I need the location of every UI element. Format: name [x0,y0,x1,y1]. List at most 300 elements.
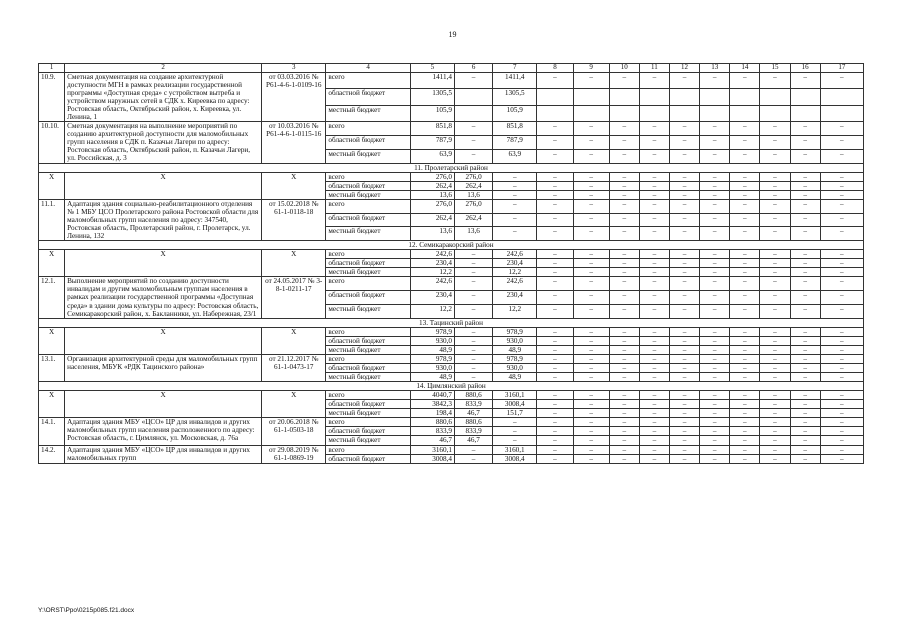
budget-source-label: всего [326,72,410,88]
year-amount-col14: – [730,172,760,181]
year-amount-col11: – [639,72,669,88]
year-amount-col10: – [609,427,639,436]
amount-total: 230,4 [410,291,454,305]
year-amount-col9: – [573,345,609,354]
year-amount-col9: – [573,181,609,190]
year-amount-col8: – [537,199,573,213]
year-amount-col15: – [760,445,790,454]
year-amount-col17: – [820,391,863,400]
x-mark-num: X [39,391,65,418]
year-amount-col15: – [760,327,790,336]
measure-description: Адаптация здания социально-реабилитационного отделения № 1 МБУ ЦСО Пролетарского района Ростовской области для маломобильных групп населения по адресу: 347540, Ростовская область, Пролетарский район, г. Пролетарск, ул. Ленина, 132 [65,199,262,240]
year-amount-col11: – [639,418,669,427]
year-amount-col11: – [639,277,669,291]
x-mark-num: X [39,172,65,199]
budget-source-label: местный бюджет [326,149,410,163]
year-amount-col10: – [609,454,639,463]
amount-col6: – [454,135,492,149]
year-amount-col16: – [790,391,820,400]
year-amount-col11: – [639,445,669,454]
year-amount-col16: – [790,250,820,259]
year-amount-col10: – [609,268,639,277]
amount-col7: 3008,4 [493,400,537,409]
year-amount-col16: – [790,199,820,213]
year-amount-col12: – [669,363,699,372]
budget-source-label: областной бюджет [326,363,410,372]
x-mark-num: X [39,327,65,354]
year-amount-col13: – [700,445,730,454]
year-amount-col12: – [669,122,699,136]
year-amount-col15: – [760,250,790,259]
year-amount-col14: – [730,291,760,305]
year-amount-col17: – [820,199,863,213]
amount-col6: – [454,445,492,454]
year-amount-col15: – [760,199,790,213]
year-amount-col11: – [639,250,669,259]
year-amount-col9: – [573,199,609,213]
year-amount-col11: – [639,213,669,227]
budget-source-label: местный бюджет [326,105,410,121]
amount-col6: 276,0 [454,172,492,181]
year-amount-col15: – [760,336,790,345]
amount-total: 105,9 [410,105,454,121]
budget-source-label: областной бюджет [326,400,410,409]
year-amount-col14: – [730,259,760,268]
year-amount-col9: – [573,427,609,436]
district-section-row [39,318,864,327]
measure-number: 10.10. [39,122,65,163]
year-amount-col10: – [609,400,639,409]
page-number: 19 [448,30,457,39]
year-amount-col12: – [669,304,699,318]
district-total-row [39,327,864,336]
year-amount-col10: – [609,172,639,181]
x-mark-doc: X [262,250,326,277]
budget-source-label: всего [326,418,410,427]
year-amount-col13: – [700,149,730,163]
year-amount-col13: – [700,268,730,277]
year-amount-col17: – [820,327,863,336]
amount-col7: 851,8 [493,122,537,136]
x-mark-desc: X [65,327,262,354]
year-amount-col16: – [790,400,820,409]
year-amount-col11: – [639,227,669,241]
year-amount-col17: – [820,190,863,199]
year-amount-col9: – [573,213,609,227]
year-amount-col14: – [730,354,760,363]
year-amount-col9: – [573,122,609,136]
amount-col7: 242,6 [493,277,537,291]
year-amount-col9 [573,105,609,121]
amount-col7: – [493,181,537,190]
amount-col6: – [454,304,492,318]
amount-total: 851,8 [410,122,454,136]
district-section-row [39,382,864,391]
year-amount-col17: – [820,373,863,382]
year-amount-col15 [760,89,790,105]
budget-source-label: областной бюджет [326,213,410,227]
amount-col6: – [454,373,492,382]
document-reference: от 24.05.2017 № 3-8-1-0211-17 [262,277,326,318]
amount-col7: 3160,1 [493,445,537,454]
year-amount-col14: – [730,345,760,354]
column-number-header: 3 [262,64,326,73]
year-amount-col10: – [609,72,639,88]
year-amount-col17: – [820,291,863,305]
year-amount-col9: – [573,277,609,291]
year-amount-col17: – [820,149,863,163]
column-number-header: 11 [639,64,669,73]
amount-col7: 930,0 [493,363,537,372]
year-amount-col10: – [609,250,639,259]
year-amount-col13: – [700,336,730,345]
amount-total: 198,4 [410,409,454,418]
year-amount-col9: – [573,268,609,277]
year-amount-col17: – [820,445,863,454]
district-section-row [39,163,864,172]
year-amount-col13: – [700,418,730,427]
year-amount-col12: – [669,345,699,354]
year-amount-col13: – [700,363,730,372]
year-amount-col16: – [790,172,820,181]
measure-number: 14.2. [39,445,65,463]
year-amount-col12: – [669,445,699,454]
year-amount-col15: – [760,172,790,181]
district-section-title: 13. Тацинский район [39,318,864,327]
measure-description: Организация архитектурной среды для маломобильных групп населения, МБУК «РДК Тацинского района» [65,354,262,381]
year-amount-col9: – [573,354,609,363]
amount-col7: 105,9 [493,105,537,121]
amount-col6: 833,9 [454,427,492,436]
amount-col6: 880,6 [454,391,492,400]
year-amount-col15: – [760,304,790,318]
year-amount-col12: – [669,259,699,268]
year-amount-col16 [790,89,820,105]
year-amount-col10: – [609,122,639,136]
year-amount-col9: – [573,172,609,181]
year-amount-col13: – [700,72,730,88]
year-amount-col10: – [609,259,639,268]
year-amount-col11: – [639,122,669,136]
year-amount-col15: – [760,291,790,305]
column-number-header: 13 [700,64,730,73]
column-number-row [39,64,864,73]
amount-col6: 46,7 [454,436,492,445]
year-amount-col13: – [700,250,730,259]
measure-description: Выполнение мероприятий по созданию доступности инвалидам и другим маломобильным группам населения в рамках реализации государственной программы «Доступная среда» в здании дома культуры по адресу: Ростовская область, Семикаракорский район, х. Бакланники, ул. Набережная, 23/1 [65,277,262,318]
year-amount-col10: – [609,181,639,190]
budget-source-label: всего [326,327,410,336]
year-amount-col11: – [639,391,669,400]
year-amount-col15: – [760,391,790,400]
year-amount-col15: – [760,418,790,427]
year-amount-col13: – [700,181,730,190]
year-amount-col15: – [760,190,790,199]
year-amount-col17: – [820,268,863,277]
year-amount-col8: – [537,373,573,382]
year-amount-col16: – [790,427,820,436]
year-amount-col15: – [760,268,790,277]
year-amount-col11: – [639,268,669,277]
amount-total: 3842,3 [410,400,454,409]
year-amount-col12: – [669,354,699,363]
year-amount-col8: – [537,291,573,305]
amount-total: 262,4 [410,213,454,227]
year-amount-col14: – [730,181,760,190]
amount-col6: – [454,327,492,336]
amount-total: 1411,4 [410,72,454,88]
amount-col7: 48,9 [493,345,537,354]
year-amount-col13 [700,105,730,121]
year-amount-col15: – [760,72,790,88]
amount-total: 12,2 [410,304,454,318]
year-amount-col8: – [537,304,573,318]
budget-source-label: всего [326,277,410,291]
district-section-title: 12. Семикаракорский район [39,241,864,250]
year-amount-col9: – [573,304,609,318]
amount-col7: 1411,4 [493,72,537,88]
document-reference: от 15.02.2018 № 61-1-0118-18 [262,199,326,240]
year-amount-col16 [790,105,820,121]
year-amount-col8: – [537,345,573,354]
year-amount-col16: – [790,268,820,277]
year-amount-col11: – [639,373,669,382]
column-number-header: 5 [410,64,454,73]
year-amount-col10: – [609,199,639,213]
amount-total: 833,9 [410,427,454,436]
amount-total: 48,9 [410,345,454,354]
year-amount-col8: – [537,181,573,190]
year-amount-col14: – [730,213,760,227]
amount-col6: – [454,354,492,363]
year-amount-col14: – [730,190,760,199]
year-amount-col8: – [537,354,573,363]
year-amount-col10: – [609,277,639,291]
year-amount-col15: – [760,454,790,463]
year-amount-col12: – [669,436,699,445]
year-amount-col17 [820,89,863,105]
year-amount-col12: – [669,149,699,163]
year-amount-col10: – [609,391,639,400]
year-amount-col17: – [820,345,863,354]
year-amount-col12: – [669,409,699,418]
year-amount-col10: – [609,445,639,454]
amount-total: 13,6 [410,227,454,241]
year-amount-col8: – [537,336,573,345]
amount-col7: 63,9 [493,149,537,163]
amount-col6 [454,105,492,121]
year-amount-col12: – [669,268,699,277]
year-amount-col12: – [669,373,699,382]
x-mark-doc: X [262,327,326,354]
year-amount-col12: – [669,400,699,409]
amount-col6: – [454,363,492,372]
year-amount-col15: – [760,277,790,291]
amount-col6: – [454,72,492,88]
year-amount-col11: – [639,409,669,418]
year-amount-col11: – [639,199,669,213]
measure-number: 11.1. [39,199,65,240]
amount-col6: – [454,250,492,259]
year-amount-col14: – [730,391,760,400]
year-amount-col15: – [760,373,790,382]
year-amount-col14: – [730,135,760,149]
year-amount-col17: – [820,336,863,345]
year-amount-col14: – [730,304,760,318]
measure-description: Адаптация здания МБУ «ЦСО» ЦР для инвалидов и других маломобильных групп населения расположенного по адресу: Ростовская область, г. Цимлянск, ул. Московская, д. 76а [65,418,262,445]
year-amount-col17: – [820,259,863,268]
amount-total: 787,9 [410,135,454,149]
year-amount-col12: – [669,72,699,88]
year-amount-col12: – [669,172,699,181]
amount-total: 4040,7 [410,391,454,400]
year-amount-col11: – [639,336,669,345]
year-amount-col16: – [790,304,820,318]
year-amount-col9: – [573,149,609,163]
year-amount-col8: – [537,259,573,268]
year-amount-col11: – [639,291,669,305]
x-mark-doc: X [262,391,326,418]
year-amount-col12: – [669,391,699,400]
year-amount-col11: – [639,354,669,363]
budget-source-label: всего [326,122,410,136]
year-amount-col17: – [820,250,863,259]
year-amount-col9: – [573,336,609,345]
column-number-header: 17 [820,64,863,73]
amount-total: 276,0 [410,199,454,213]
amount-col7: 12,2 [493,304,537,318]
year-amount-col14: – [730,336,760,345]
district-section-title: 11. Пролетарский район [39,163,864,172]
column-number-header: 4 [326,64,410,73]
year-amount-col13: – [700,190,730,199]
amount-col7: – [493,190,537,199]
amount-col6 [454,89,492,105]
year-amount-col14: – [730,122,760,136]
amount-total: 48,9 [410,373,454,382]
amount-col6: – [454,149,492,163]
amount-total: 13,6 [410,190,454,199]
year-amount-col8: – [537,409,573,418]
year-amount-col12: – [669,327,699,336]
year-amount-col14: – [730,400,760,409]
year-amount-col12: – [669,418,699,427]
year-amount-col9: – [573,135,609,149]
measure-number: 12.1. [39,277,65,318]
year-amount-col8: – [537,391,573,400]
year-amount-col14 [730,89,760,105]
year-amount-col14: – [730,227,760,241]
budget-source-label: областной бюджет [326,336,410,345]
year-amount-col16: – [790,363,820,372]
budget-source-label: всего [326,391,410,400]
year-amount-col9: – [573,72,609,88]
x-mark-desc: X [65,250,262,277]
amount-col6: 276,0 [454,199,492,213]
year-amount-col11: – [639,363,669,372]
year-amount-col17: – [820,72,863,88]
budget-source-label: местный бюджет [326,304,410,318]
year-amount-col14: – [730,427,760,436]
year-amount-col16: – [790,373,820,382]
year-amount-col12: – [669,427,699,436]
measure-row [39,72,864,88]
year-amount-col15: – [760,122,790,136]
column-number-header: 7 [493,64,537,73]
year-amount-col16: – [790,149,820,163]
budget-source-label: всего [326,199,410,213]
year-amount-col11: – [639,135,669,149]
measure-number: 13.1. [39,354,65,381]
column-number-header: 15 [760,64,790,73]
amount-total: 978,9 [410,354,454,363]
year-amount-col11: – [639,454,669,463]
measure-row [39,122,864,136]
year-amount-col16: – [790,327,820,336]
year-amount-col10: – [609,149,639,163]
column-number-header: 12 [669,64,699,73]
year-amount-col9: – [573,418,609,427]
year-amount-col16: – [790,409,820,418]
year-amount-col13: – [700,436,730,445]
amount-col6: – [454,122,492,136]
amount-col6: 833,9 [454,400,492,409]
year-amount-col17: – [820,181,863,190]
year-amount-col14: – [730,277,760,291]
year-amount-col10: – [609,227,639,241]
year-amount-col15: – [760,259,790,268]
amount-col6: 880,6 [454,418,492,427]
district-total-row [39,250,864,259]
measure-number: 14.1. [39,418,65,445]
year-amount-col8: – [537,172,573,181]
year-amount-col12: – [669,190,699,199]
year-amount-col15: – [760,436,790,445]
year-amount-col13: – [700,259,730,268]
year-amount-col16: – [790,227,820,241]
amount-col6: – [454,291,492,305]
year-amount-col14: – [730,268,760,277]
year-amount-col8 [537,105,573,121]
year-amount-col14: – [730,250,760,259]
year-amount-col8: – [537,122,573,136]
x-mark-desc: X [65,172,262,199]
year-amount-col8: – [537,363,573,372]
year-amount-col11 [639,105,669,121]
year-amount-col9: – [573,291,609,305]
amount-col7: 3008,4 [493,454,537,463]
year-amount-col10: – [609,409,639,418]
measure-row [39,277,864,291]
year-amount-col8: – [537,190,573,199]
amount-col7: – [493,436,537,445]
measure-number: 10.9. [39,72,65,121]
column-number-header: 10 [609,64,639,73]
budget-source-label: областной бюджет [326,259,410,268]
year-amount-col9: – [573,250,609,259]
budget-source-label: областной бюджет [326,135,410,149]
year-amount-col8: – [537,268,573,277]
year-amount-col14: – [730,373,760,382]
year-amount-col15: – [760,149,790,163]
amount-col7: 787,9 [493,135,537,149]
year-amount-col13: – [700,391,730,400]
amount-total: 230,4 [410,259,454,268]
year-amount-col9: – [573,391,609,400]
year-amount-col11: – [639,172,669,181]
year-amount-col17: – [820,213,863,227]
year-amount-col14: – [730,149,760,163]
